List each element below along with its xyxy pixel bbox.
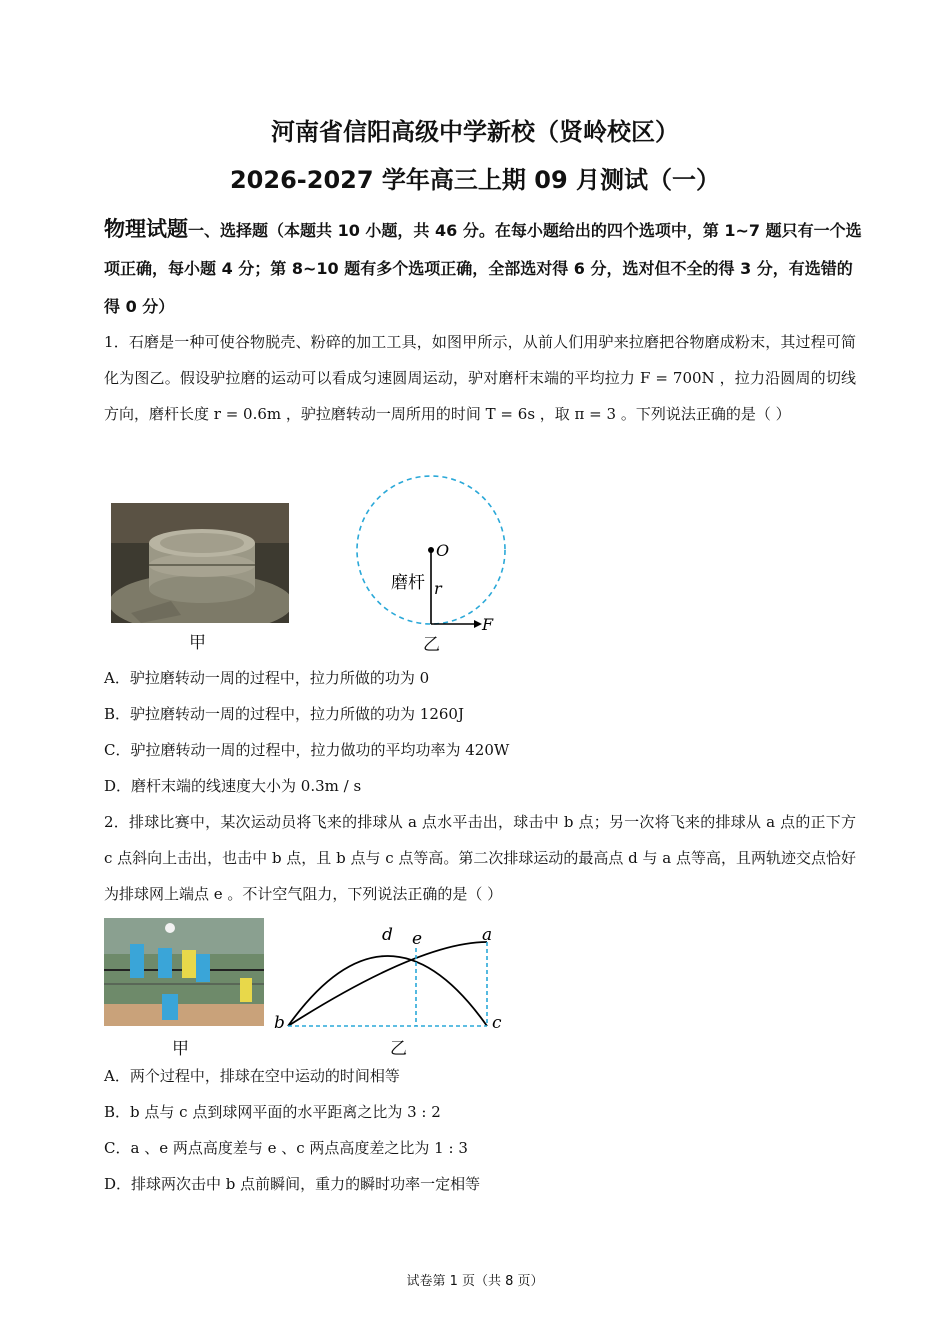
label-e: e — [412, 929, 423, 949]
exam-title: 2026-2027 学年高三上期 09 月测试（一） — [229, 166, 721, 194]
label-b: b — [274, 1013, 285, 1033]
q1-option-d: D．磨杆末端的线速度大小为 0.3m / s — [104, 777, 362, 795]
page-footer: 试卷第 1 页（共 8 页） — [406, 1274, 544, 1289]
label-d: d — [382, 925, 393, 945]
question-1-stem: 1．石磨是一种可使谷物脱壳、粉碎的加工工具，如图甲所示，从前人们用驴来拉磨把谷物磨成粉末，其过程可简化为图乙。假设驴拉磨的运动可以看成匀速圆周运动，驴对磨杆末端的平均拉力 F = 700N ，拉力沿圆周的切线方向，磨杆长度 r = 0.6m ，驴拉磨转动一周所用的时间 T = 6s ，取 π = 3 。下列说法正确的是（ ） — [104, 333, 856, 423]
q2-option-d: D．排球两次击中 b 点前瞬间，重力的瞬时功率一定相等 — [104, 1175, 481, 1193]
label-r: r — [434, 579, 442, 598]
subject-label: 物理试题 — [104, 217, 188, 241]
circle-diagram — [340, 470, 520, 650]
trajectory-c-to-b — [288, 956, 487, 1026]
label-O: O — [436, 541, 450, 560]
q2-option-b: B．b 点与 c 点到球网平面的水平距离之比为 3 : 2 — [104, 1103, 441, 1121]
figure-2-yi-caption: 乙 — [390, 1039, 407, 1059]
question-2-stem: 2．排球比赛中，某次运动员将飞来的排球从 a 点水平击出，球击中 b 点；另一次将飞来的排球从 a 点的正下方 c 点斜向上击出，也击中 b 点，且 b 点与 c 点等高。第二次排球运动的最高点 d 与 a 点等高，且两轨迹交点恰好为排球网上端点 e 。不计空气阻力，下列说法正确的是（ ） — [104, 813, 857, 903]
millstone-photo — [111, 503, 289, 623]
label-rod: 磨杆 — [391, 573, 425, 593]
q1-option-c: C．驴拉磨转动一周的过程中，拉力做功的平均功率为 420W — [104, 741, 510, 759]
section-instructions: 一、选择题（本题共 10 小题，共 46 分。在每小题给出的四个选项中，第 1~7 题只有一个选项正确，每小题 4 分；第 8~10 题有多个选项正确，全部选对得 6 分，选对但不全的得 3 分，有选错的得 0 分） — [104, 221, 862, 316]
section-heading — [104, 210, 864, 326]
label-F: F — [482, 615, 494, 634]
q2-option-c: C．a 、e 两点高度差与 e 、c 两点高度差之比为 1 : 3 — [104, 1139, 468, 1157]
volleyball-photo — [104, 918, 264, 1026]
trajectory-diagram — [270, 922, 510, 1034]
figure-1-yi-caption: 乙 — [423, 635, 440, 655]
figure-2-jia-caption: 甲 — [172, 1039, 189, 1059]
figure-1-jia-caption: 甲 — [189, 633, 206, 653]
label-c: c — [492, 1013, 502, 1033]
trajectory-a-to-b — [288, 942, 487, 1026]
q2-option-a: A．两个过程中，排球在空中运动的时间相等 — [104, 1067, 400, 1085]
q1-option-a: A．驴拉磨转动一周的过程中，拉力所做的功为 0 — [104, 669, 430, 687]
q1-option-b: B．驴拉磨转动一周的过程中，拉力所做的功为 1260J — [104, 705, 464, 723]
school-title: 河南省信阳高级中学新校（贤岭校区） — [271, 118, 679, 146]
label-a: a — [482, 925, 493, 945]
